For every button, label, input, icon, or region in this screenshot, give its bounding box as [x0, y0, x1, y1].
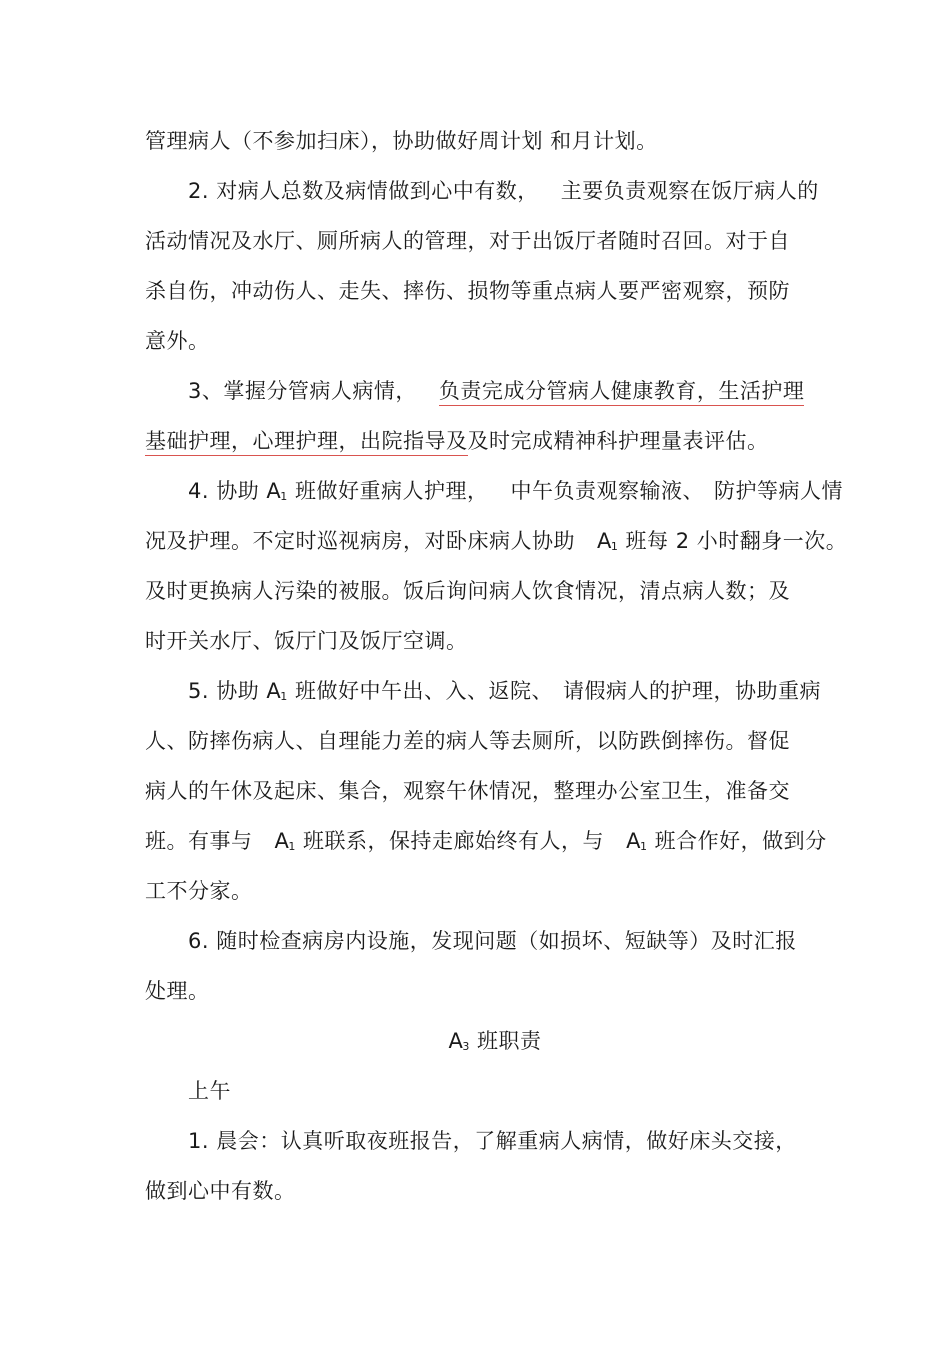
paragraph-line — [145, 626, 468, 656]
line-text: 班做好中午出、入、返院、 — [287, 679, 553, 703]
subheading-text: 上午 — [188, 1079, 231, 1103]
line-text: 5. 协助 A — [188, 679, 282, 703]
section-heading — [0, 1026, 950, 1062]
subscript: 1 — [639, 840, 648, 853]
line-text: 人、防摔伤病人、自理能力差的病人等去厕所，以防跌倒摔伤。督促 — [145, 729, 790, 753]
line-text: 班每 2 小时翻身一次。 — [618, 529, 848, 553]
line-text: 班。有事与 — [145, 829, 253, 853]
subscript: 1 — [280, 490, 288, 503]
line-text: 时开关水厅、饭厅门及饭厅空调。 — [145, 629, 468, 653]
line-text: 班联系，保持走廊始终有人，与 — [295, 829, 605, 853]
subheading — [188, 1076, 231, 1106]
line-text: 做到心中有数。 — [145, 1179, 296, 1203]
line-text: 防护等病人情 — [713, 479, 843, 503]
paragraph-line — [145, 326, 210, 356]
line-text: 主要负责观察在饭厅病人的 — [560, 179, 819, 203]
line-text: 及时完成精神科护理量表评估。 — [467, 429, 769, 453]
paragraph-line — [145, 426, 769, 456]
paragraph-line — [145, 126, 658, 156]
paragraph-line — [188, 476, 843, 512]
subscript: 1 — [288, 840, 296, 853]
paragraph-line — [145, 226, 790, 256]
line-text: 班做好重病人护理， — [287, 479, 489, 503]
paragraph-line — [145, 876, 253, 906]
paragraph-line — [145, 726, 790, 756]
heading-text: A — [448, 1029, 464, 1053]
paragraph-line — [188, 1126, 797, 1156]
line-text: 6. 随时检查病房内设施，发现问题（如损坏、短缺等）及时汇报 — [188, 929, 797, 953]
line-text: 3、掌握分管病人病情， — [188, 379, 417, 403]
line-text: 及时更换病人污染的被服。饭后询问病人饮食情况，清点病人数；及 — [145, 579, 790, 603]
line-text: 请假病人的护理，协助重病 — [562, 679, 821, 703]
line-text: A — [597, 529, 612, 553]
line-text: 1. 晨会：认真听取夜班报告，了解重病人病情，做好床头交接， — [188, 1129, 797, 1153]
line-text: 活动情况及水厅、厕所病人的管理，对于出饭厅者随时召回。对于自 — [145, 229, 790, 253]
line-text: 工不分家。 — [145, 879, 253, 903]
line-text: 2. 对病人总数及病情做到心中有数， — [188, 179, 539, 203]
line-text: 意外。 — [145, 329, 210, 353]
paragraph-line — [145, 276, 790, 306]
underlined-text: 基础护理，心理护理，出院指导及 — [145, 429, 468, 456]
line-text: 班合作好，做到分 — [647, 829, 827, 853]
line-text: 4. 协助 A — [188, 479, 282, 503]
paragraph-line — [145, 976, 210, 1006]
line-text: 管理病人（不参加扫床），协助做好周计划 和月计划。 — [145, 129, 658, 153]
line-text: 处理。 — [145, 979, 210, 1003]
paragraph-line — [145, 1176, 296, 1206]
paragraph-line — [188, 926, 797, 956]
line-text: A — [626, 829, 641, 853]
line-text: 病人的午休及起床、集合，观察午休情况，整理办公室卫生，准备交 — [145, 779, 790, 803]
line-text: A — [274, 829, 290, 853]
paragraph-line — [145, 576, 790, 606]
paragraph-line — [188, 676, 821, 712]
underlined-text: 负责完成分管病人健康教育，生活护理 — [439, 379, 805, 406]
paragraph-line — [145, 776, 790, 806]
paragraph-line — [188, 176, 819, 206]
paragraph-line — [145, 526, 847, 562]
paragraph-line — [188, 376, 804, 406]
paragraph-line — [145, 826, 827, 862]
line-text: 杀自伤，冲动伤人、走失、摔伤、损物等重点病人要严密观察，预防 — [145, 279, 790, 303]
line-text: 中午负责观察输液、 — [510, 479, 704, 503]
heading-text: 班职责 — [469, 1029, 542, 1053]
subscript: 3 — [462, 1040, 470, 1053]
subscript: 1 — [610, 540, 619, 553]
subscript: 1 — [280, 690, 288, 703]
line-text: 况及护理。不定时巡视病房，对卧床病人协助 — [145, 529, 575, 553]
